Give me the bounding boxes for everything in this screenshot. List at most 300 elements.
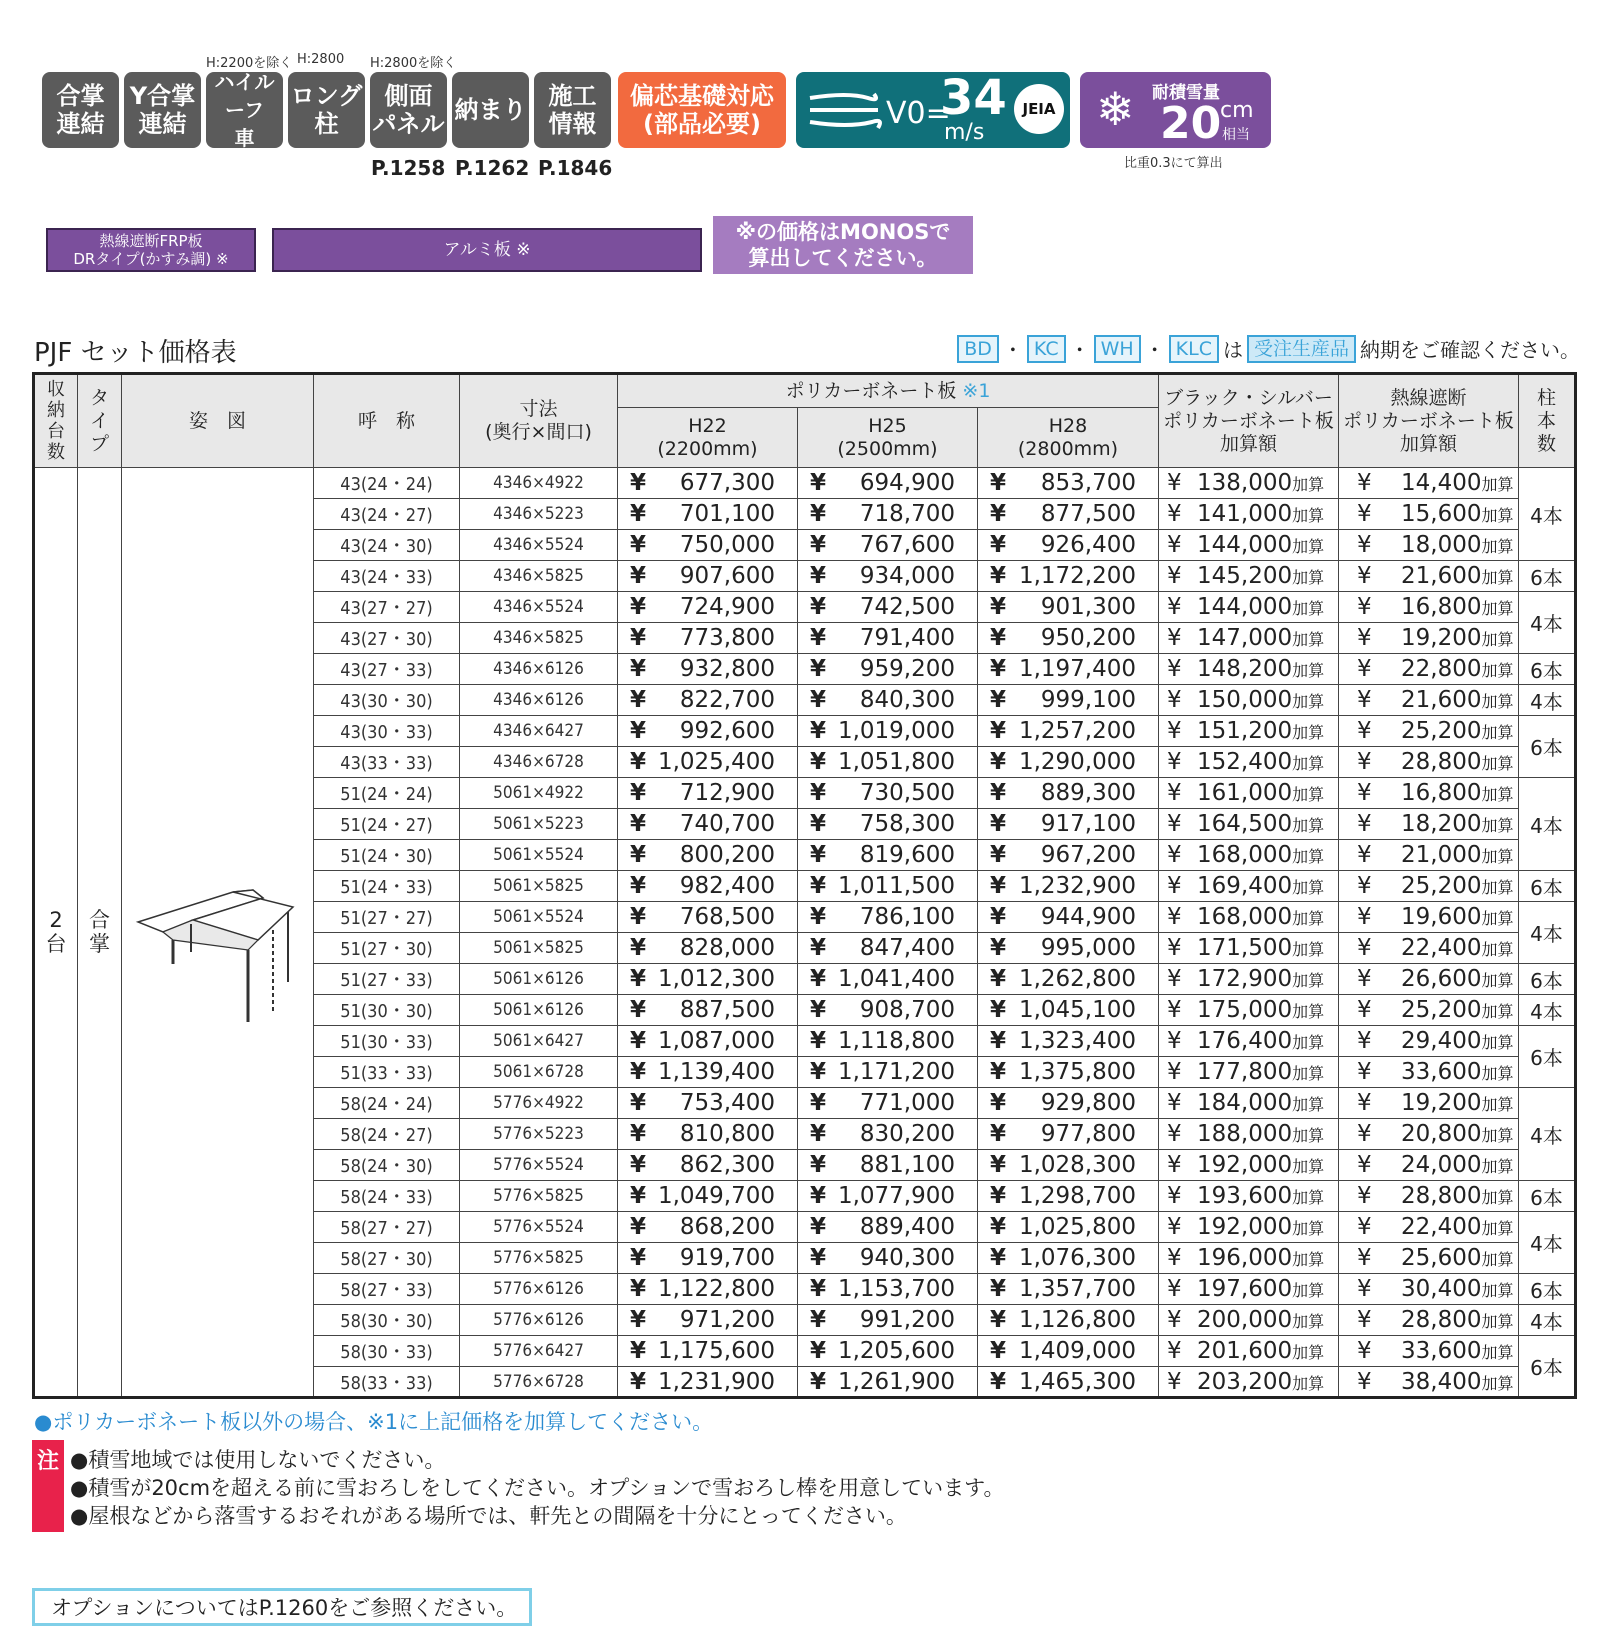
black-add-value: 193,600 [1197, 1183, 1293, 1209]
yen-sign: ¥ [1167, 904, 1182, 930]
black-add-value: 201,600 [1197, 1338, 1293, 1364]
posts-cell: 6本 [1519, 1274, 1576, 1305]
heat-add-value: 18,000 [1401, 532, 1482, 558]
yen-sign: ¥ [810, 873, 827, 899]
price-h25: 881,100 [859, 1152, 955, 1178]
heat-add-cell [1339, 1305, 1519, 1336]
add-suffix: 加算 [1481, 1343, 1514, 1362]
page-link-1262[interactable]: P.1262 [455, 156, 530, 180]
add-suffix: 加算 [1481, 1064, 1514, 1083]
yen-sign: ¥ [810, 1183, 827, 1209]
heat-add-cell [1339, 933, 1519, 964]
add-suffix: 加算 [1292, 1343, 1325, 1362]
yen-sign: ¥ [990, 1245, 1007, 1271]
posts-cell: 4本 [1519, 468, 1576, 561]
add-suffix: 加算 [1481, 878, 1514, 897]
yen-sign: ¥ [630, 904, 647, 930]
black-add-cell [1159, 1119, 1339, 1150]
monos-note-box: ※の価格はMONOSで 算出してください。 [713, 216, 973, 274]
yen-sign: ¥ [990, 1338, 1007, 1364]
price-h25: 959,200 [859, 656, 955, 682]
yen-sign: ¥ [1167, 687, 1182, 713]
yen-sign: ¥ [810, 625, 827, 651]
price-h22: 740,700 [679, 811, 775, 837]
size-cell: 5061×5524 [460, 840, 618, 871]
header-h28: H28 (2800mm) [978, 408, 1159, 468]
yen-sign: ¥ [810, 997, 827, 1023]
carport-figure [123, 832, 313, 1032]
name-cell: 58(24・27) [314, 1119, 460, 1150]
yen-sign: ¥ [1357, 532, 1372, 558]
price-h22-cell [618, 716, 798, 747]
badge-note-1: H:2200を除く [206, 56, 293, 71]
posts-cell: 4本 [1519, 995, 1576, 1026]
yen-sign: ¥ [810, 1245, 827, 1271]
tag-klc: KLC [1169, 335, 1219, 363]
price-h22: 919,700 [679, 1245, 775, 1271]
tag-wh: WH [1094, 335, 1141, 363]
heat-add-value: 21,600 [1401, 563, 1482, 589]
heat-add-value: 18,200 [1401, 811, 1482, 837]
yen-sign: ¥ [1357, 718, 1372, 744]
size-cell: 4346×6427 [460, 716, 618, 747]
yen-sign: ¥ [810, 470, 827, 496]
black-add-value: 169,400 [1197, 873, 1293, 899]
badge-note-2: H:2800 [297, 52, 345, 67]
price-h28-cell [978, 1088, 1159, 1119]
add-suffix: 加算 [1292, 1219, 1325, 1238]
yen-sign: ¥ [1357, 563, 1372, 589]
price-h28: 1,375,800 [1018, 1059, 1136, 1085]
header-h25: H25 (2500mm) [798, 408, 978, 468]
heat-add-cell [1339, 499, 1519, 530]
black-add-cell [1159, 1150, 1339, 1181]
header-poly-label: ポリカーボネート板 [785, 379, 957, 402]
yen-sign: ¥ [810, 1028, 827, 1054]
yen-sign: ¥ [630, 1368, 647, 1395]
yen-sign: ¥ [1167, 1121, 1182, 1147]
price-h25-cell [798, 1150, 978, 1181]
yen-sign: ¥ [1167, 563, 1182, 589]
wind-v0: V0= [886, 96, 951, 131]
yen-sign: ¥ [1357, 904, 1372, 930]
add-suffix: 加算 [1292, 506, 1325, 525]
heat-add-cell [1339, 623, 1519, 654]
heat-add-value: 19,200 [1401, 1090, 1482, 1116]
black-add-cell [1159, 654, 1339, 685]
price-h25-cell [798, 1026, 978, 1057]
yen-sign: ¥ [1357, 1245, 1372, 1271]
size-cell: 5061×4922 [460, 778, 618, 809]
heat-add-value: 14,400 [1401, 470, 1482, 496]
header-size: 寸法 (奥行×間口) [460, 374, 618, 468]
price-h22: 1,139,400 [657, 1059, 775, 1085]
heat-add-cell [1339, 871, 1519, 902]
black-add-cell [1159, 1212, 1339, 1243]
price-h25: 767,600 [859, 532, 955, 558]
price-h22-cell [618, 530, 798, 561]
add-suffix: 加算 [1481, 1033, 1514, 1052]
tag-kc: KC [1027, 335, 1066, 363]
price-h28-cell [978, 592, 1159, 623]
yen-sign: ¥ [990, 780, 1007, 806]
badge-long-post: ロング 柱 [288, 72, 365, 148]
heat-add-cell [1339, 1274, 1519, 1305]
size-cell: 5061×5825 [460, 871, 618, 902]
add-suffix: 加算 [1292, 568, 1325, 587]
price-h25-cell [798, 995, 978, 1026]
black-add-value: 171,500 [1197, 935, 1293, 961]
yen-sign: ¥ [810, 1090, 827, 1116]
heat-add-value: 22,800 [1401, 656, 1482, 682]
badge-install-info: 施工 情報 [534, 72, 611, 148]
badge-gassho: 合掌 連結 [42, 72, 119, 148]
price-h22-cell [618, 685, 798, 716]
name-cell: 58(30・30) [314, 1305, 460, 1336]
price-h22: 810,800 [679, 1121, 775, 1147]
yen-sign: ¥ [630, 1121, 647, 1147]
yen-sign: ¥ [630, 1307, 647, 1333]
wind-icon [808, 90, 888, 132]
price-h25-cell [798, 592, 978, 623]
notice-wa: は [1222, 338, 1243, 362]
black-add-cell [1159, 716, 1339, 747]
name-cell: 51(30・30) [314, 995, 460, 1026]
size-cell: 5061×6126 [460, 995, 618, 1026]
yen-sign: ¥ [630, 997, 647, 1023]
figure-cell [122, 468, 314, 1398]
black-add-value: 144,000 [1197, 594, 1293, 620]
yen-sign: ¥ [990, 1152, 1007, 1178]
price-h28: 1,298,700 [1018, 1183, 1136, 1209]
price-h22-cell [618, 1305, 798, 1336]
add-suffix: 加算 [1292, 1002, 1325, 1021]
heat-add-cell [1339, 964, 1519, 995]
black-add-cell [1159, 1181, 1339, 1212]
price-h22-cell [618, 1336, 798, 1367]
add-suffix: 加算 [1292, 940, 1325, 959]
name-cell: 43(33・33) [314, 747, 460, 778]
yen-sign: ¥ [990, 470, 1007, 496]
heat-add-value: 24,000 [1401, 1152, 1482, 1178]
black-add-value: 177,800 [1197, 1059, 1293, 1085]
yen-sign: ¥ [630, 1338, 647, 1364]
price-h25: 791,400 [859, 625, 955, 651]
black-add-cell [1159, 685, 1339, 716]
price-h22-cell [618, 995, 798, 1026]
heat-add-value: 28,800 [1401, 1307, 1482, 1333]
price-h25-cell [798, 840, 978, 871]
yen-sign: ¥ [1167, 1338, 1182, 1364]
price-h25-cell [798, 623, 978, 654]
name-cell: 43(24・27) [314, 499, 460, 530]
posts-cell: 4本 [1519, 778, 1576, 871]
size-cell: 5061×5825 [460, 933, 618, 964]
price-h22: 1,025,400 [657, 749, 775, 775]
add-suffix: 加算 [1481, 568, 1514, 587]
caution-1: ●積雪地域では使用しないでください。 [70, 1448, 446, 1472]
yen-sign: ¥ [990, 625, 1007, 651]
caution-mark: 注 [32, 1440, 64, 1532]
heat-add-value: 22,400 [1401, 935, 1482, 961]
price-h28: 1,197,400 [1018, 656, 1136, 682]
badge-eccentric-foundation: 偏芯基礎対応 (部品必要) [618, 72, 786, 148]
add-suffix: 加算 [1292, 630, 1325, 649]
yen-sign: ¥ [630, 966, 647, 992]
price-h22: 1,122,800 [657, 1276, 775, 1302]
add-suffix: 加算 [1481, 1095, 1514, 1114]
price-h28-cell [978, 1150, 1159, 1181]
size-cell: 4346×5223 [460, 499, 618, 530]
name-cell: 51(24・30) [314, 840, 460, 871]
page-link-1258[interactable]: P.1258 [371, 156, 446, 180]
price-h22: 828,000 [679, 935, 775, 961]
black-add-value: 138,000 [1197, 470, 1293, 496]
size-cell: 5061×5524 [460, 902, 618, 933]
price-h22: 862,300 [679, 1152, 775, 1178]
posts-cell: 4本 [1519, 1088, 1576, 1181]
price-h28: 889,300 [1040, 780, 1136, 806]
price-h22: 800,200 [679, 842, 775, 868]
add-suffix: 加算 [1481, 1126, 1514, 1145]
price-h25: 742,500 [859, 594, 955, 620]
price-h25: 1,051,800 [837, 749, 955, 775]
price-h22-cell [618, 840, 798, 871]
name-cell: 43(24・24) [314, 468, 460, 499]
name-cell: 58(24・30) [314, 1150, 460, 1181]
price-h22-cell [618, 561, 798, 592]
name-cell: 58(33・33) [314, 1367, 460, 1398]
price-h25: 819,600 [859, 842, 955, 868]
black-add-cell [1159, 1026, 1339, 1057]
yen-sign: ¥ [1357, 1307, 1372, 1333]
heat-add-value: 28,800 [1401, 1183, 1482, 1209]
price-h28: 853,700 [1040, 470, 1136, 496]
price-h28-cell [978, 685, 1159, 716]
size-cell: 4346×4922 [460, 468, 618, 499]
heat-add-value: 28,800 [1401, 749, 1482, 775]
yen-sign: ¥ [1167, 470, 1182, 496]
price-h22: 750,000 [679, 532, 775, 558]
posts-cell: 6本 [1519, 716, 1576, 778]
heat-add-cell [1339, 902, 1519, 933]
black-add-cell [1159, 933, 1339, 964]
black-add-value: 168,000 [1197, 842, 1293, 868]
add-suffix: 加算 [1292, 1033, 1325, 1052]
badge-note-3: H:2800を除く [370, 56, 457, 71]
add-suffix: 加算 [1481, 599, 1514, 618]
size-cell: 5061×6126 [460, 964, 618, 995]
yen-sign: ¥ [1357, 1183, 1372, 1209]
add-suffix: 加算 [1292, 971, 1325, 990]
price-h28-cell [978, 499, 1159, 530]
posts-cell: 6本 [1519, 1026, 1576, 1088]
black-add-cell [1159, 1243, 1339, 1274]
price-h25-cell [798, 1305, 978, 1336]
add-suffix: 加算 [1481, 1002, 1514, 1021]
dot-1: ・ [1002, 338, 1023, 362]
size-cell: 5776×5524 [460, 1212, 618, 1243]
yen-sign: ¥ [1167, 594, 1182, 620]
heat-add-value: 16,800 [1401, 594, 1482, 620]
name-cell: 43(30・30) [314, 685, 460, 716]
yen-sign: ¥ [810, 1307, 827, 1333]
black-add-value: 176,400 [1197, 1028, 1293, 1054]
price-h28-cell [978, 1274, 1159, 1305]
black-add-cell [1159, 1336, 1339, 1367]
heat-add-value: 38,400 [1401, 1368, 1482, 1395]
heat-add-cell [1339, 592, 1519, 623]
price-h28: 1,025,800 [1018, 1214, 1136, 1240]
price-h28: 1,323,400 [1018, 1028, 1136, 1054]
yen-sign: ¥ [1357, 1152, 1372, 1178]
price-h22: 992,600 [679, 718, 775, 744]
price-h28-cell [978, 1057, 1159, 1088]
add-suffix: 加算 [1481, 475, 1514, 494]
yen-sign: ¥ [1357, 1028, 1372, 1054]
price-h22: 1,049,700 [657, 1183, 775, 1209]
heat-add-value: 33,600 [1401, 1338, 1482, 1364]
yen-sign: ¥ [1167, 1028, 1182, 1054]
yen-sign: ¥ [990, 1214, 1007, 1240]
heat-add-value: 20,800 [1401, 1121, 1482, 1147]
yen-sign: ¥ [1357, 1338, 1372, 1364]
black-add-cell [1159, 809, 1339, 840]
posts-cell: 6本 [1519, 964, 1576, 995]
price-h22-cell [618, 871, 798, 902]
size-cell: 5776×5825 [460, 1181, 618, 1212]
yen-sign: ¥ [1357, 935, 1372, 961]
snow-value: 20 [1160, 98, 1222, 149]
name-cell: 43(27・33) [314, 654, 460, 685]
black-add-cell [1159, 1367, 1339, 1398]
add-suffix: 加算 [1481, 1157, 1514, 1176]
black-add-cell [1159, 902, 1339, 933]
yen-sign: ¥ [630, 1152, 647, 1178]
price-h28: 1,465,300 [1018, 1368, 1136, 1395]
yen-sign: ¥ [810, 1368, 827, 1395]
yen-sign: ¥ [1167, 1183, 1182, 1209]
black-add-value: 200,000 [1197, 1307, 1293, 1333]
price-h28: 1,045,100 [1018, 997, 1136, 1023]
price-h22-cell [618, 1243, 798, 1274]
caution-2: ●積雪が20cmを超える前に雪おろしをしてください。オプションで雪おろし棒を用意しています。 [70, 1476, 1005, 1500]
price-h22: 724,900 [679, 594, 775, 620]
add-suffix: 加算 [1292, 599, 1325, 618]
price-h25: 1,153,700 [837, 1276, 955, 1302]
name-cell: 43(27・30) [314, 623, 460, 654]
black-add-value: 197,600 [1197, 1276, 1293, 1302]
price-h25-cell [798, 902, 978, 933]
yen-sign: ¥ [810, 1338, 827, 1364]
snow-suffix: 相当 [1222, 127, 1250, 143]
name-cell: 43(27・27) [314, 592, 460, 623]
heat-add-cell [1339, 1367, 1519, 1398]
yen-sign: ¥ [810, 718, 827, 744]
page-link-1846[interactable]: P.1846 [538, 156, 613, 180]
yen-sign: ¥ [990, 1183, 1007, 1209]
yen-sign: ¥ [810, 563, 827, 589]
add-suffix: 加算 [1481, 661, 1514, 680]
yen-sign: ¥ [1357, 811, 1372, 837]
caution-3: ●屋根などから落雪するおそれがある場所では、軒先との間隔を十分にとってください。 [70, 1504, 907, 1528]
yen-sign: ¥ [810, 1276, 827, 1302]
yen-sign: ¥ [630, 501, 647, 527]
price-h28-cell [978, 530, 1159, 561]
add-suffix: 加算 [1292, 1064, 1325, 1083]
black-add-cell [1159, 499, 1339, 530]
price-h28-cell [978, 1026, 1159, 1057]
price-h28-cell [978, 1243, 1159, 1274]
heat-add-cell [1339, 530, 1519, 561]
price-h28-cell [978, 623, 1159, 654]
size-cell: 5061×6728 [460, 1057, 618, 1088]
header-name: 呼 称 [314, 374, 460, 468]
price-h28: 944,900 [1040, 904, 1136, 930]
size-cell: 4346×6126 [460, 685, 618, 716]
price-h25-cell [798, 468, 978, 499]
black-add-value: 152,400 [1197, 749, 1293, 775]
black-add-cell [1159, 747, 1339, 778]
add-suffix: 加算 [1481, 909, 1514, 928]
price-h25-cell [798, 747, 978, 778]
price-h28: 1,290,000 [1018, 749, 1136, 775]
heat-add-cell [1339, 468, 1519, 499]
price-h28-cell [978, 1336, 1159, 1367]
heat-add-cell [1339, 747, 1519, 778]
price-h25-cell [798, 1243, 978, 1274]
posts-cell: 4本 [1519, 1305, 1576, 1336]
made-to-order-notice [957, 334, 1580, 363]
yen-sign: ¥ [1167, 1214, 1182, 1240]
add-suffix: 加算 [1481, 754, 1514, 773]
yen-sign: ¥ [630, 594, 647, 620]
name-cell: 58(27・30) [314, 1243, 460, 1274]
name-cell: 58(24・33) [314, 1181, 460, 1212]
yen-sign: ¥ [990, 811, 1007, 837]
add-suffix: 加算 [1481, 971, 1514, 990]
price-h22: 971,200 [679, 1307, 775, 1333]
heat-add-cell [1339, 1026, 1519, 1057]
black-add-cell [1159, 1305, 1339, 1336]
header-figure: 姿 図 [122, 374, 314, 468]
yen-sign: ¥ [1357, 687, 1372, 713]
yen-sign: ¥ [990, 718, 1007, 744]
price-h28: 977,800 [1040, 1121, 1136, 1147]
yen-sign: ¥ [1357, 501, 1372, 527]
heat-add-value: 21,600 [1401, 687, 1482, 713]
alumi-panel-box: アルミ板 ※ [272, 228, 702, 272]
add-suffix: 加算 [1292, 1250, 1325, 1269]
add-suffix: 加算 [1292, 1281, 1325, 1300]
heat-add-cell [1339, 840, 1519, 871]
snow-label: 耐積雪量 [1152, 83, 1220, 103]
yen-sign: ¥ [630, 563, 647, 589]
yen-sign: ¥ [1357, 1121, 1372, 1147]
yen-sign: ¥ [990, 563, 1007, 589]
price-h22-cell [618, 964, 798, 995]
yen-sign: ¥ [1167, 625, 1182, 651]
yen-sign: ¥ [1167, 966, 1182, 992]
yen-sign: ¥ [810, 1152, 827, 1178]
notice-tail: 納期をご確認ください。 [1360, 338, 1580, 362]
price-h25-cell [798, 530, 978, 561]
name-cell: 43(24・30) [314, 530, 460, 561]
header-posts: 柱 本 数 [1519, 374, 1576, 468]
size-cell: 4346×6126 [460, 654, 618, 685]
price-h22: 887,500 [679, 997, 775, 1023]
price-h22: 822,700 [679, 687, 775, 713]
